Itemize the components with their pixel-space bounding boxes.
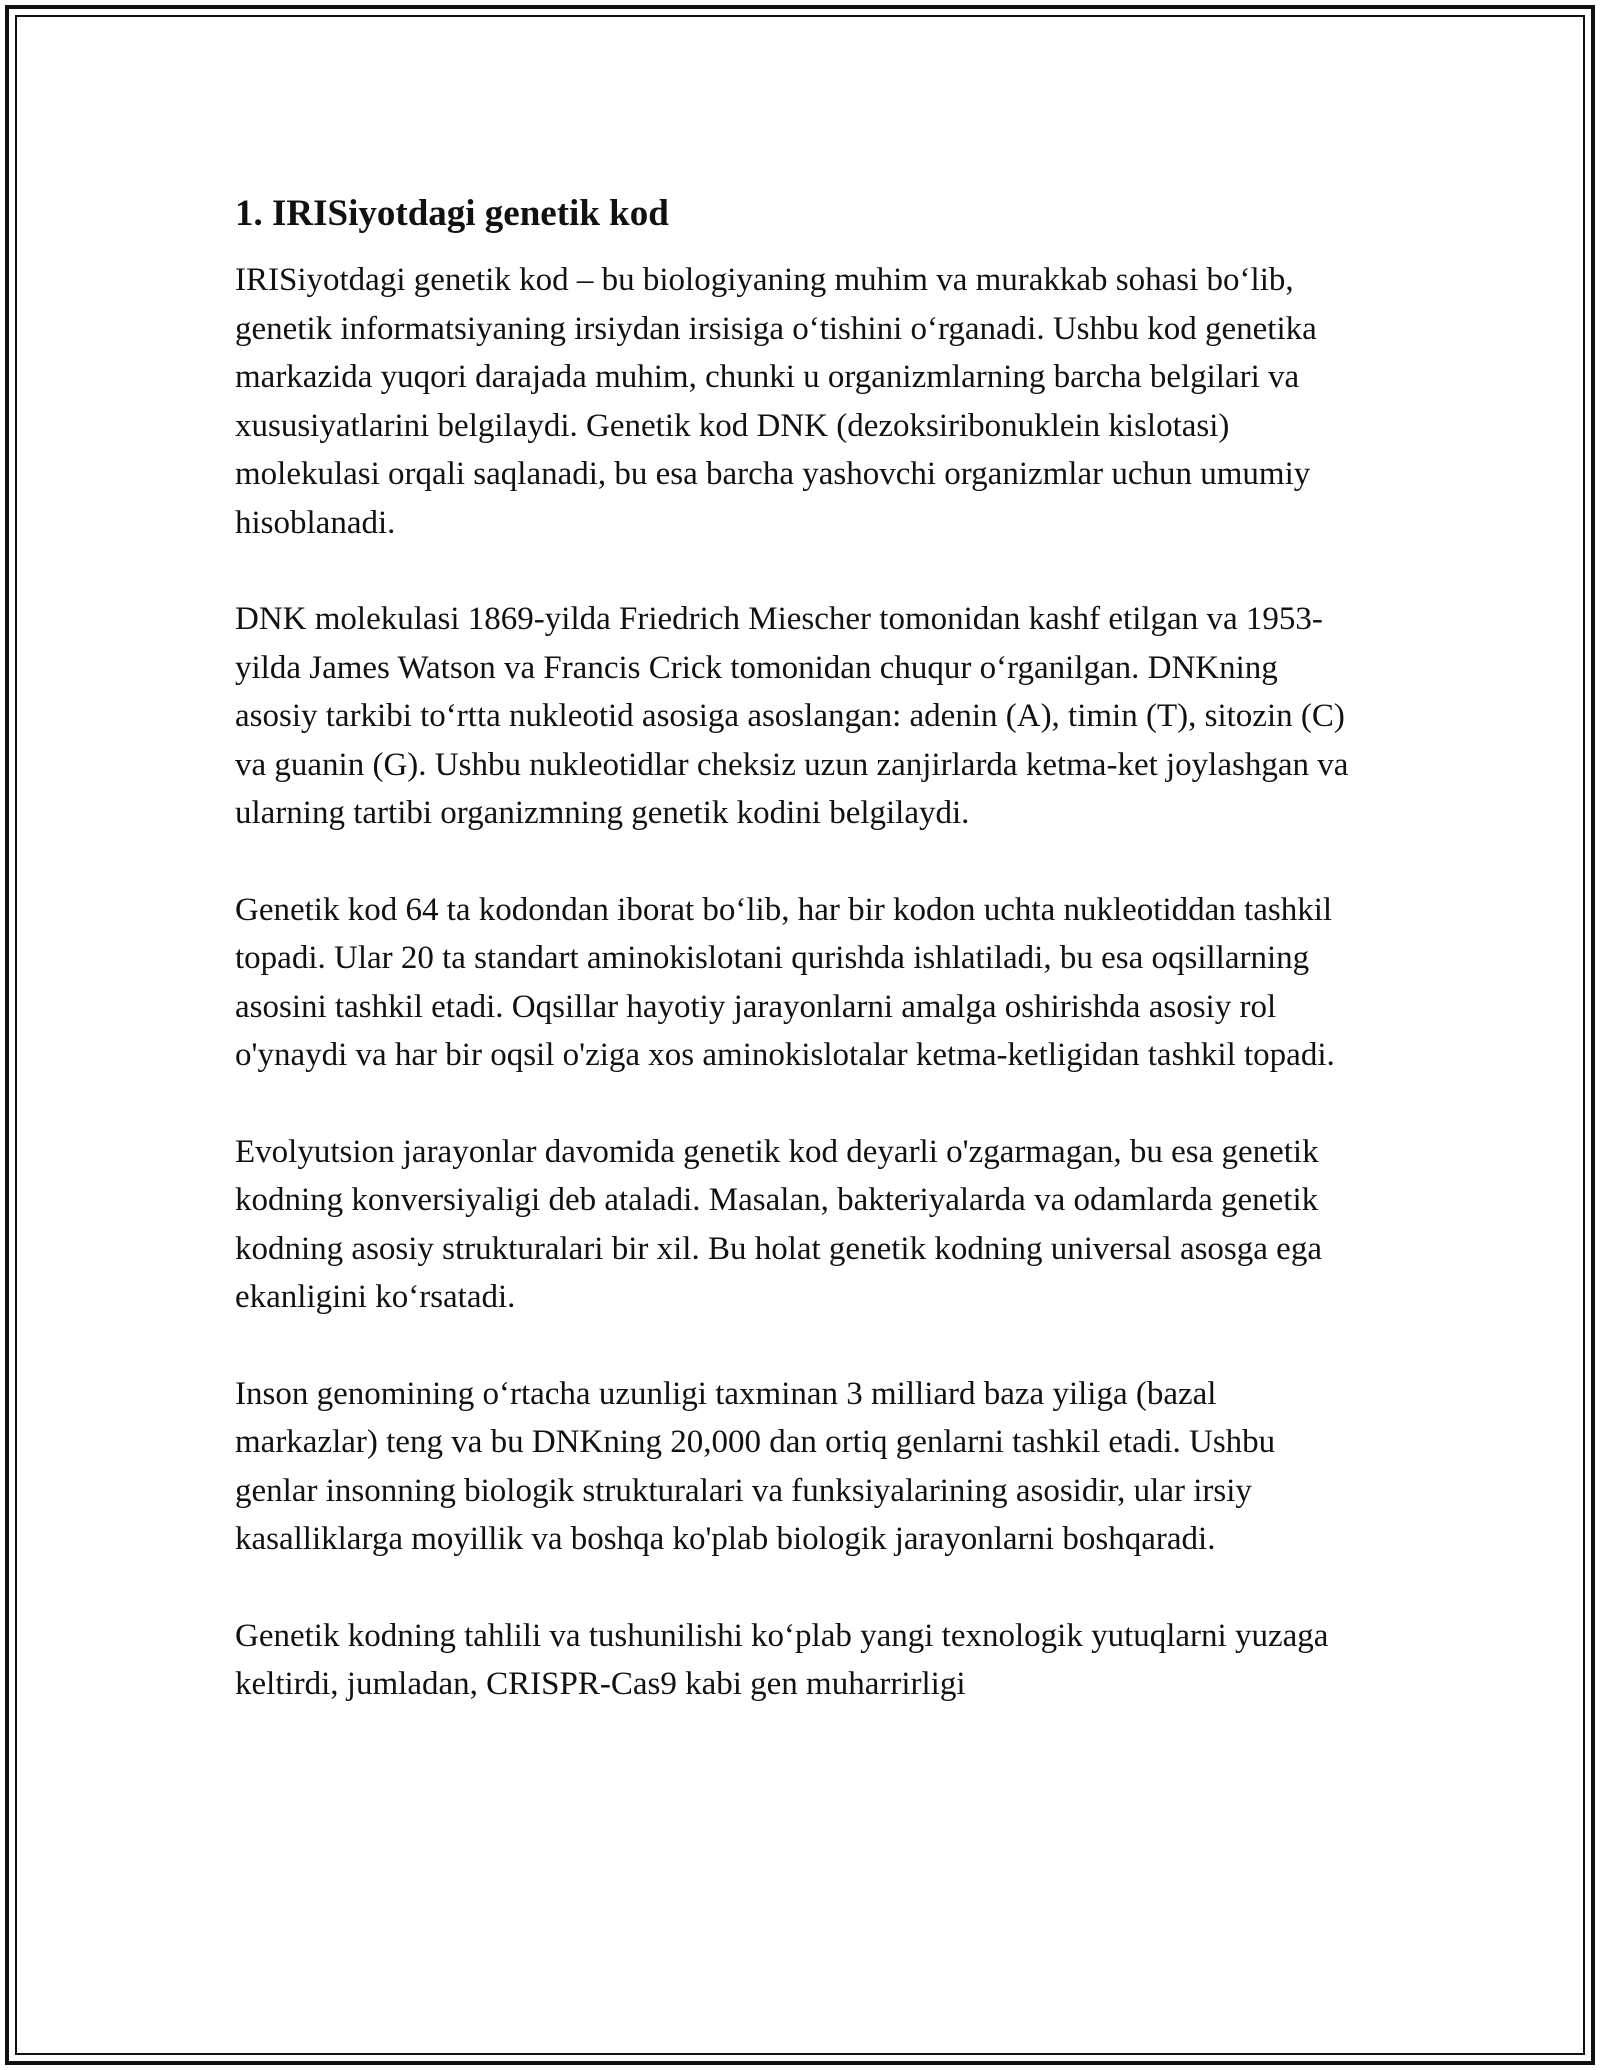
document-body xyxy=(235,188,1365,1757)
paragraph-5: Inson genomining oʻrtacha uzunligi taxminan 3 milliard baza yiliga (bazal markazlar) teng va bu DNKning 20,000 dan ortiq genlarni tashkil etadi. Ushbu genlar insonning biologik strukturalari va funksiyalarining asosidir, ular irsiy kasalliklarga moyillik va boshqa ko'plab biologik jarayonlarni boshqaradi. xyxy=(235,1375,1276,1557)
section-title: 1. IRISiyotdagi genetik kod xyxy=(235,193,669,234)
paragraph-1: IRISiyotdagi genetik kod – bu biologiyaning muhim va murakkab sohasi boʻlib, genetik informatsiyaning irsiydan irsisiga oʻtishini oʻrganadi. Ushbu kod genetika markazida yuqori darajada muhim, chunki u organizmlarning barcha belgilari va xususiyatlarini belgilaydi. Genetik kod DNK (dezoksiribonuklein kislotasi) molekulasi orqali saqlanadi, bu esa barcha yashovchi organizmlar uchun umumiy hisoblanadi. xyxy=(235,262,1317,541)
paragraph-4: Evolyutsion jarayonlar davomida genetik kod deyarli o'zgarmagan, bu esa genetik kodning konversiyaligi deb ataladi. Masalan, bakteriyalarda va odamlarda genetik kodning asosiy strukturalari bir xil. Bu holat genetik kodning universal asosga ega ekanligini koʻrsatadi. xyxy=(235,1133,1322,1315)
paragraph-3: Genetik kod 64 ta kodondan iborat boʻlib, har bir kodon uchta nukleotiddan tashkil topadi. Ular 20 ta standart aminokislotani qurishda ishlatiladi, bu esa oqsillarning asosini tashkil etadi. Oqsillar hayotiy jarayonlarni amalga oshirishda asosiy rol o'ynaydi va har bir oqsil o'ziga xos aminokislotalar ketma-ketligidan tashkil topadi. xyxy=(235,891,1335,1073)
paragraph-6: Genetik kodning tahlili va tushunilishi koʻplab yangi texnologik yutuqlarni yuzaga keltirdi, jumladan, CRISPR-Cas9 kabi gen muharrirligi xyxy=(235,1617,1329,1702)
paragraph-2: DNK molekulasi 1869-yilda Friedrich Miescher tomonidan kashf etilgan va 1953-yilda James Watson va Francis Crick tomonidan chuqur oʻrganilgan. DNKning asosiy tarkibi toʻrtta nukleotid asosiga asoslangan: adenin (A), timin (T), sitozin (C) va guanin (G). Ushbu nukleotidlar cheksiz uzun zanjirlarda ketma-ket joylashgan va ularning tartibi organizmning genetik kodini belgilaydi. xyxy=(235,601,1349,831)
